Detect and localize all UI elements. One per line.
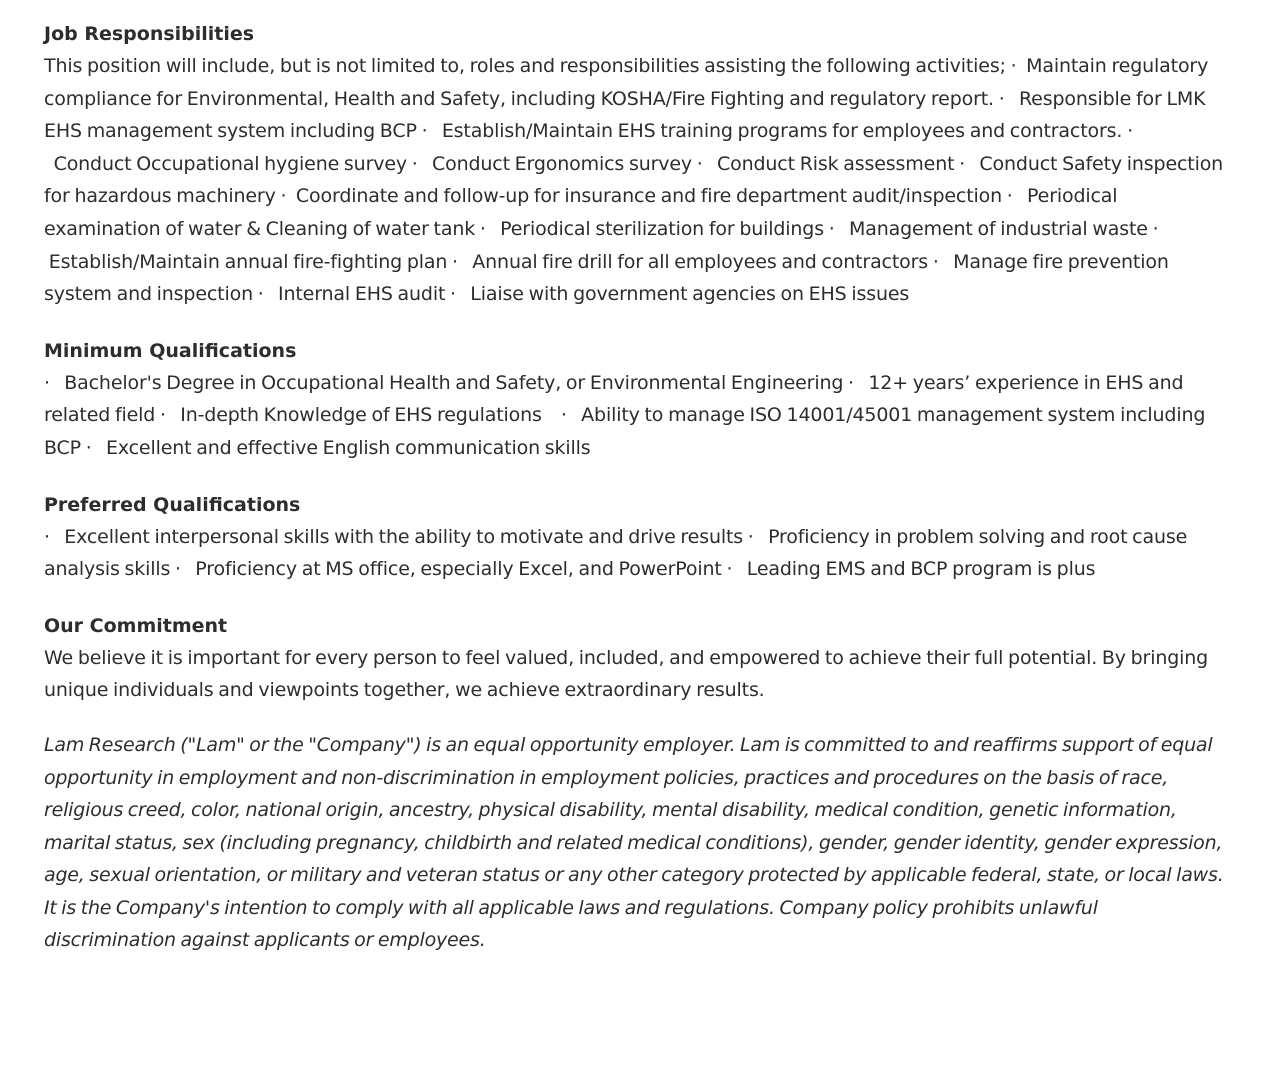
preferred-qualifications-section [44,489,1224,586]
minimum-qualifications-section [44,335,1224,465]
section-body: This position will include, but is not limited to, roles and responsibilities assisting the following activities; · Maintain regulatory compliance for Environmental, Health and Safety, including KOSHA/Fire Fighting and regulatory report. · Responsible for LMK EHS management system including BCP · Establish/Maintain EHS training programs for employees and contractors. · Conduct Occupational hygiene survey · Conduct Ergonomics survey · Conduct Risk assessment · Conduct Safety inspection for hazardous machinery · Coordinate and follow-up for insurance and fire department audit/inspection · Periodical examination of water & Cleaning of water tank · Periodical sterilization for buildings · Management of industrial waste · Establish/Maintain annual fire-fighting plan · Annual fire drill for all employees and contractors · Manage fire prevention system and inspection · Internal EHS audit · Liaise with government agencies on EHS issues [44,55,1228,306]
our-commitment-section [44,610,1224,707]
section-heading: Preferred Qualifications [44,493,301,516]
section-body: · Bachelor's Degree in Occupational Health and Safety, or Environmental Engineering · 12+ years’ experience in EHS and related field · In-depth Knowledge of EHS regulations · Ability to manage ISO 14001/45001 management system including BCP · Excellent and effective English communication skills [44,371,1211,459]
equal-opportunity-statement: Lam Research ("Lam" or the "Company") is an equal opportunity employer. Lam is committed to and reaffirms support of equal opportunity in employment and non-discrimination in employment policies, practices and procedures on the basis of race, religious creed, color, national origin, ancestry, physical disability, mental disability, medical condition, genetic information, marital status, sex (including pregnancy, childbirth and related medical conditions), gender, gender identity, gender expression, age, sexual orientation, or military and veteran status or any other category protected by applicable federal, state, or local laws. It is the Company's intention to comply with all applicable laws and regulations. Company policy prohibits unlawful discrimination against applicants or employees. [44,733,1224,952]
job-description [44,18,1228,981]
legal-notice-section [44,729,1224,957]
section-heading: Minimum Qualifications [44,339,297,362]
job-responsibilities-section [44,18,1228,311]
section-heading: Job Responsibilities [44,23,255,45]
section-body: We believe it is important for every person to feel valued, included, and empowered to achieve their full potential. By bringing unique individuals and viewpoints together, we achieve extraordinary results. [44,646,1213,702]
section-body: · Excellent interpersonal skills with the ability to motivate and drive results · Proficiency in problem solving and root cause analysis skills · Proficiency at MS office, especially Excel, and PowerPoint · Leading EMS and BCP program is plus [44,525,1192,581]
section-heading: Our Commitment [44,614,228,637]
